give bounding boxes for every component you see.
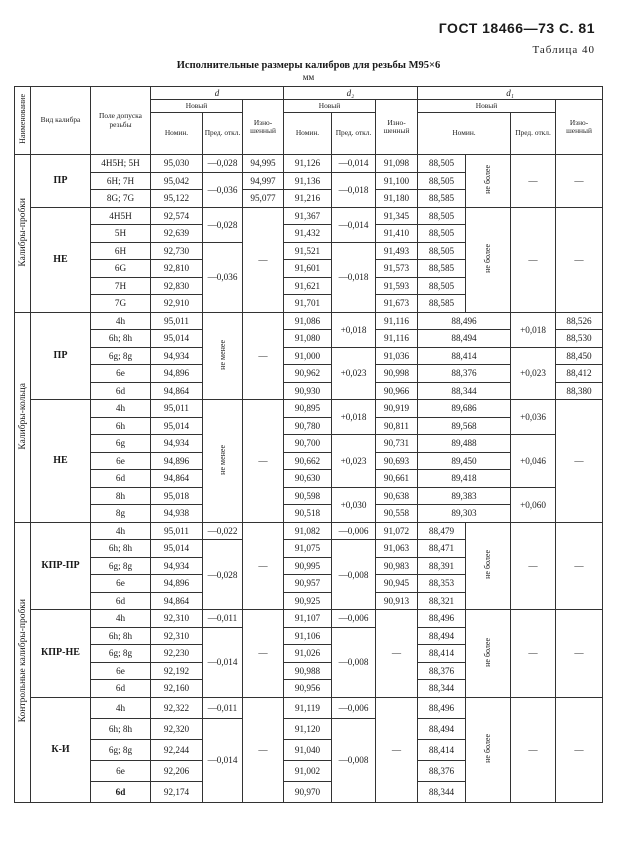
table-cell: 91,120 [284,718,332,739]
table-cell: 4h [91,312,151,330]
not-more-note [466,522,511,610]
table-cell: +0,030 [332,487,376,522]
table-cell: +0,036 [511,400,556,435]
table-cell: 90,998 [376,365,418,383]
table-cell: 6g; 8g [91,557,151,575]
table-cell: 89,686 [418,400,511,418]
col-gauge-type-header: Вид калибра [31,87,91,155]
d2-nominal: 91,126 [284,155,332,173]
table-cell: 91,106 [284,627,332,645]
table-cell: 8g [91,505,151,523]
group-label [15,522,31,802]
table-cell: —0,014 [203,718,243,802]
table-cell: 90,930 [284,382,332,400]
table-cell: 89,568 [418,417,511,435]
table-cell: 94,934 [151,435,203,453]
table-cell: 91,063 [376,540,418,558]
d-worn-header: Изно-шенный [243,100,284,155]
table-cell: +0,018 [332,400,376,435]
table-cell: 95,077 [243,190,284,208]
table-cell: 94,864 [151,592,203,610]
table-cell: —0,011 [203,697,243,718]
table-row [15,312,603,330]
d-new-header: Новый [151,100,243,113]
table-cell: 4H5H [91,207,151,225]
table-cell: 88,526 [556,312,603,330]
table-cell: +0,046 [511,435,556,488]
table-cell: 92,910 [151,295,203,313]
table-cell: 88,380 [556,382,603,400]
table-cell: 94,896 [151,452,203,470]
standard-header: ГОСТ 18466—73 С. 81 [438,20,595,36]
table-cell: 91,673 [376,295,418,313]
table-cell: 95,011 [151,312,203,330]
table-cell: 6h; 8h [91,330,151,348]
table-cell: +0,023 [511,347,556,400]
table-cell: 94,938 [151,505,203,523]
table-cell: 91,075 [284,540,332,558]
table-cell: 90,925 [284,592,332,610]
d2-deviation: —0,014 [332,155,376,173]
table-cell: 6d [91,470,151,488]
table-cell: 90,661 [376,470,418,488]
vertical-label: Наименование [17,94,27,145]
table-cell: 92,320 [151,718,203,739]
table-cell: 6g [91,435,151,453]
table-cell: +0,023 [332,435,376,488]
table-cell: —0,006 [332,522,376,540]
table-cell: 92,310 [151,610,203,628]
table-cell: 88,412 [556,365,603,383]
table-cell: — [243,207,284,312]
d-nominal-header: Номин. [151,113,203,155]
table-cell: 89,303 [418,505,511,523]
table-cell: 91,493 [376,242,418,260]
gauge-type: НЕ [31,207,91,312]
tolerance: 4H5H; 5H [91,155,151,173]
table-cell: 7G [91,295,151,313]
table-cell: 7H [91,277,151,295]
not-more-note [466,155,511,208]
table-cell: — [376,697,418,802]
table-cell: 90,731 [376,435,418,453]
table-cell: — [243,312,284,400]
table-cell: 6h; 8h [91,718,151,739]
table-row [15,697,603,718]
table-cell: 94,864 [151,382,203,400]
table-cell: 89,450 [418,452,511,470]
table-cell: — [556,697,603,802]
table-row [15,522,603,540]
table-cell: 5H [91,225,151,243]
table-cell: 90,630 [284,470,332,488]
not-more-note [466,610,511,698]
table-cell: 90,956 [284,680,332,698]
col-d2-header: d₂ [284,87,418,100]
vertical-label: не менее [217,339,227,370]
table-cell: 91,086 [284,312,332,330]
col-name-header [15,87,31,155]
table-cell: 88,344 [418,382,511,400]
table-cell: 90,970 [284,781,332,802]
table-cell: —0,028 [203,207,243,242]
table-cell: 91,593 [376,277,418,295]
table-cell: 6h; 8h [91,540,151,558]
d1-deviation-header: Пред. откл. [511,113,556,155]
table-cell: —0,018 [332,242,376,312]
table-cell: 88,479 [418,522,466,540]
table-cell: —0,008 [332,627,376,697]
table-cell: 92,230 [151,645,203,663]
table-cell: —0,028 [203,540,243,610]
table-cell: — [511,207,556,312]
d1-worn: — [556,155,603,208]
table-cell: 94,896 [151,365,203,383]
table-cell: 4h [91,400,151,418]
vertical-label: не менее [217,444,227,475]
table-cell: 91,000 [284,347,332,365]
table-cell: 88,391 [418,557,466,575]
table-cell: 94,997 [243,172,284,190]
not-less-note [203,400,243,523]
table-cell: К-И [31,697,91,802]
table-cell: 88,585 [418,295,466,313]
table-cell: 6d [91,382,151,400]
table-cell: 91,345 [376,207,418,225]
table-cell: 90,988 [284,662,332,680]
col-tolerance-header: Поле допуска резьбы [91,87,151,155]
d-worn: 94,995 [243,155,284,173]
table-cell: 6g; 8g [91,347,151,365]
table-cell: 95,042 [151,172,203,190]
table-cell: 91,002 [284,760,332,781]
table-cell: 88,344 [418,680,466,698]
table-cell: 91,080 [284,330,332,348]
table-cell: 91,107 [284,610,332,628]
table-cell: 6d [91,781,151,802]
table-cell: +0,018 [332,312,376,347]
not-more-note [466,207,511,312]
table-cell: 4h [91,522,151,540]
table-cell: —0,022 [203,522,243,540]
table-cell: 91,432 [284,225,332,243]
table-cell: 90,518 [284,505,332,523]
table-cell: 91,521 [284,242,332,260]
table-cell: 92,322 [151,697,203,718]
table-cell: 88,505 [418,207,466,225]
table-cell: 88,585 [418,190,466,208]
table-cell: 90,558 [376,505,418,523]
table-cell: 91,119 [284,697,332,718]
table-cell: 88,353 [418,575,466,593]
table-cell: 91,072 [376,522,418,540]
table-cell: 89,383 [418,487,511,505]
table-cell: 4h [91,610,151,628]
table-cell: 6e [91,760,151,781]
d1-deviation: — [511,155,556,208]
table-cell: 88,496 [418,312,511,330]
table-cell: 91,100 [376,172,418,190]
table-cell: 94,934 [151,557,203,575]
table-cell: 88,376 [418,760,466,781]
table-cell: — [243,697,284,802]
table-cell: 94,864 [151,470,203,488]
table-cell: 6h; 8h [91,627,151,645]
dimensions-table [14,86,603,803]
table-row [15,400,603,418]
table-cell: —0,036 [203,242,243,312]
d-deviation-header: Пред. откл. [203,113,243,155]
table-cell: —0,011 [203,610,243,628]
table-cell: 95,014 [151,417,203,435]
table-cell: 91,601 [284,260,332,278]
table-cell: — [243,522,284,610]
table-cell: 92,639 [151,225,203,243]
table-cell: 90,995 [284,557,332,575]
table-cell: 88,471 [418,540,466,558]
table-cell: 88,505 [418,242,466,260]
table-cell: 91,116 [376,312,418,330]
col-d-header: d [151,87,284,100]
group-label [15,312,31,522]
table-cell: — [556,522,603,610]
table-cell: +0,018 [511,312,556,347]
table-cell: 90,945 [376,575,418,593]
table-cell: +0,023 [332,347,376,400]
table-cell: 90,662 [284,452,332,470]
vertical-label: Калибры-кольца [17,382,28,450]
table-cell: 88,376 [418,662,466,680]
table-cell: 91,180 [376,190,418,208]
table-cell: 95,018 [151,487,203,505]
table-title: Исполнительные размеры калибров для резьбы М95×6 [176,60,441,71]
table-cell: 88,414 [418,739,466,760]
table-row [15,435,603,453]
not-less-note [203,312,243,400]
table-cell: 88,496 [418,697,466,718]
table-cell: — [556,400,603,523]
d2-worn: 91,098 [376,155,418,173]
table-cell: 88,414 [418,645,466,663]
table-cell: 90,913 [376,592,418,610]
table-cell: 92,310 [151,627,203,645]
table-cell: 94,934 [151,347,203,365]
not-more-note [466,697,511,802]
table-cell: 8G; 7G [91,190,151,208]
table-cell: — [511,522,556,610]
table-cell: 90,983 [376,557,418,575]
table-cell: 6H [91,242,151,260]
table-cell: 91,082 [284,522,332,540]
table-cell: —0,018 [332,172,376,207]
vertical-label: не более [483,550,492,580]
table-cell: КПР-НЕ [31,610,91,698]
vertical-label: Контрольные калибры-пробки [17,599,28,723]
table-cell: —0,008 [332,540,376,610]
table-cell: 90,962 [284,365,332,383]
table-cell: 91,136 [284,172,332,190]
table-cell: — [243,400,284,523]
d1-new-header: Новый [418,100,556,113]
table-cell: 91,410 [376,225,418,243]
d1-nominal: 88,505 [418,155,466,173]
table-cell: 92,574 [151,207,203,225]
table-cell: 91,040 [284,739,332,760]
table-cell: 91,621 [284,277,332,295]
table-cell: 95,014 [151,540,203,558]
d2-deviation-header: Пред. откл. [332,113,376,155]
table-cell: 91,026 [284,645,332,663]
table-cell: 90,780 [284,417,332,435]
table-row [15,487,603,505]
table-cell: —0,008 [332,718,376,802]
table-cell: 92,244 [151,739,203,760]
table-cell: 88,414 [418,347,511,365]
d1-worn-header: Изно-шенный [556,100,603,155]
table-cell: 6H; 7H [91,172,151,190]
table-cell: 6g; 8g [91,645,151,663]
group-label [15,155,31,313]
table-cell: +0,060 [511,487,556,522]
table-cell: 6d [91,680,151,698]
table-cell: 95,122 [151,190,203,208]
table-cell: 92,174 [151,781,203,802]
d-nominal: 95,030 [151,155,203,173]
table-cell: —0,014 [203,627,243,697]
table-cell: 92,810 [151,260,203,278]
gauge-type: ПР [31,155,91,208]
table-cell: 92,192 [151,662,203,680]
table-cell: 6e [91,365,151,383]
table-row [15,155,603,173]
table-cell: 92,730 [151,242,203,260]
table-cell: 6e [91,575,151,593]
table-cell: 90,598 [284,487,332,505]
table-cell: 6G [91,260,151,278]
table-cell: 89,418 [418,470,511,488]
table-cell: 95,011 [151,400,203,418]
table-cell: — [511,610,556,698]
table-cell: НЕ [31,400,91,523]
table-cell: —0,036 [203,172,243,207]
table-cell: 88,585 [418,260,466,278]
d2-worn-header: Изно-шенный [376,100,418,155]
table-cell: — [556,207,603,312]
table-cell: 88,344 [418,781,466,802]
table-cell: —0,006 [332,697,376,718]
table-cell: 92,160 [151,680,203,698]
table-cell: 4h [91,697,151,718]
table-cell: 88,530 [556,330,603,348]
d-deviation: —0,028 [203,155,243,173]
vertical-label: не более [483,165,492,195]
table-cell: 88,496 [418,610,466,628]
table-cell: 88,505 [418,172,466,190]
table-cell: 90,638 [376,487,418,505]
table-number: Таблица 40 [532,44,595,56]
table-cell: 92,830 [151,277,203,295]
vertical-label: не более [483,734,492,763]
table-cell: 91,573 [376,260,418,278]
table-cell: 90,693 [376,452,418,470]
d1-nominal-header: Номин. [418,113,511,155]
table-cell: 88,450 [556,347,603,365]
table-cell: 91,036 [376,347,418,365]
table-cell: —0,014 [332,207,376,242]
table-cell: 94,896 [151,575,203,593]
table-cell: — [243,610,284,698]
table-cell: — [556,610,603,698]
table-cell: 88,321 [418,592,466,610]
col-d1-header: d₁ [418,87,603,100]
table-cell: 90,957 [284,575,332,593]
units-label: мм [302,72,315,82]
table-cell: — [511,697,556,802]
table-cell: 95,014 [151,330,203,348]
table-cell: 91,116 [376,330,418,348]
d2-nominal-header: Номин. [284,113,332,155]
table-cell: 88,505 [418,277,466,295]
table-cell: 6e [91,452,151,470]
table-cell: 8h [91,487,151,505]
table-cell: 6e [91,662,151,680]
table-cell: 91,701 [284,295,332,313]
table-cell: —0,006 [332,610,376,628]
table-cell: 90,895 [284,400,332,418]
table-cell: 95,011 [151,522,203,540]
table-cell: 90,919 [376,400,418,418]
table-cell: 90,700 [284,435,332,453]
vertical-label: не более [483,637,492,667]
vertical-label: не более [483,244,492,273]
table-cell: 91,216 [284,190,332,208]
table-cell: КПР-ПР [31,522,91,610]
table-cell: 88,505 [418,225,466,243]
table-cell: 88,376 [418,365,511,383]
table-cell: 90,811 [376,417,418,435]
d2-new-header: Новый [284,100,376,113]
table-cell: 90,966 [376,382,418,400]
table-row [15,207,603,225]
table-cell: 88,494 [418,330,511,348]
table-cell: 6d [91,592,151,610]
table-row [15,347,603,365]
table-row [15,610,603,628]
table-cell: 88,494 [418,718,466,739]
table-cell: 88,494 [418,627,466,645]
table-cell: 92,206 [151,760,203,781]
table-cell: 89,488 [418,435,511,453]
table-cell: 6h [91,417,151,435]
vertical-label: Калибры-пробки [17,197,28,267]
table-cell: 6g; 8g [91,739,151,760]
table-cell: 91,367 [284,207,332,225]
table-cell: ПР [31,312,91,400]
table-cell: — [376,610,418,698]
